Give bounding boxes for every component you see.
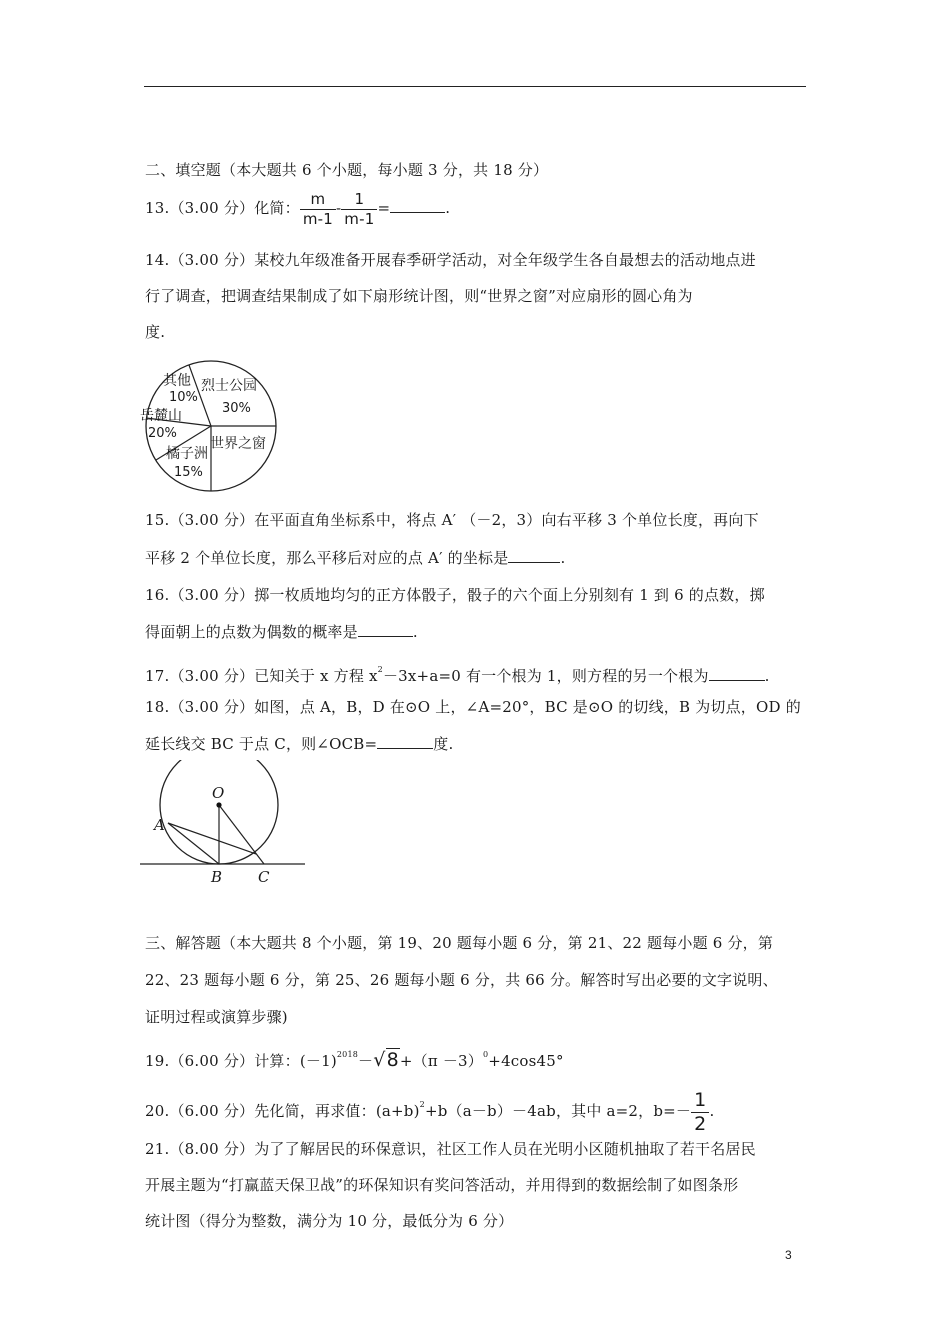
q19-middle: +（π －3） (399, 1052, 483, 1070)
q15-line-1: 15.（3.00 分）在平面直角坐标系中，将点 A′ （－2，3）向右平移 3 个单位长度，再向下 (145, 511, 759, 529)
section-3-line-2: 22、23 题每小题 6 分，第 25、26 题每小题 6 分，共 66 分。解答时写出必要的文字说明、 (145, 971, 778, 989)
question-19 (145, 1040, 564, 1070)
q16-line-2 (145, 622, 418, 642)
q20-rest: +b（a－b）－4ab，其中 a=2，b=－ (424, 1102, 692, 1120)
label-c: C (258, 868, 270, 886)
q19-exponent-0: 0 (483, 1050, 489, 1059)
q14-line-1: 14.（3.00 分）某校九年级准备开展春季研学活动，对全年级学生各自最想去的活动地点进 (145, 251, 756, 269)
q20-frac-numerator: 1 (691, 1091, 709, 1113)
q19-minus: － (358, 1052, 374, 1070)
q17-exponent: 2 (377, 665, 383, 674)
question-20 (145, 1080, 715, 1135)
label-o: O (212, 784, 225, 802)
q21-line-2: 开展主题为“打赢蓝天保卫战”的环保知识有奖问答活动，并用得到的数据绘制了如图条形 (145, 1176, 739, 1194)
q13-fraction-2 (341, 189, 377, 228)
q17-prefix: 17.（3.00 分）已知关于 x 方程 x (145, 667, 378, 685)
q21-line-3: 统计图（得分为整数，满分为 10 分，最低分为 6 分） (145, 1212, 514, 1230)
circle-tangent-figure (140, 760, 310, 890)
q13-prefix: 13.（3.00 分）化简： (145, 199, 300, 217)
q18-line-2-text: 延长线交 BC 于点 C，则∠OCB= (145, 735, 378, 753)
q17-answer-blank (709, 666, 765, 681)
label-b: B (211, 868, 223, 886)
q20-exponent: 2 (419, 1100, 425, 1109)
q20-fraction (691, 1088, 709, 1135)
q14-line-2: 行了调查，把调查结果制成了如下扇形统计图，则“世界之窗”对应扇形的圆心角为 (145, 287, 693, 305)
q13-end: . (445, 199, 451, 217)
question-17 (145, 660, 770, 686)
q18-line-2 (145, 734, 453, 754)
q17-end: . (764, 667, 770, 685)
q19-prefix: 19.（6.00 分）计算：(－1) (145, 1052, 337, 1070)
q13-frac2-numerator: 1 (341, 192, 377, 210)
q18-end: 度. (433, 735, 454, 753)
q14-line-3: 度. (145, 323, 166, 341)
q15-line-2 (145, 548, 565, 568)
header-rule (144, 86, 806, 87)
q20-end: . (709, 1102, 715, 1120)
line-odc (219, 805, 264, 864)
section-3-line-3: 证明过程或演算步骤) (145, 1008, 288, 1026)
question-13 (145, 188, 450, 228)
q13-answer-blank (390, 198, 445, 213)
q13-equals: = (377, 199, 391, 217)
section-3-line-1: 三、解答题（本大题共 8 个小题，第 19、20 题每小题 6 分，第 21、22 题每小题 6 分，第 (145, 934, 774, 952)
q19-sqrt: √8 (373, 1049, 399, 1071)
q13-operator: - (336, 199, 342, 217)
pie-value-martyrs-park: 30% (222, 401, 251, 416)
page-number: 3 (785, 1248, 792, 1262)
q16-answer-blank (358, 622, 413, 637)
q18-answer-blank (377, 734, 433, 749)
q15-end: . (560, 549, 566, 567)
pie-label-other: 其他 (163, 373, 191, 389)
q13-frac1-numerator: m (300, 192, 336, 210)
q16-line-1: 16.（3.00 分）掷一枚质地均匀的正方体骰子，骰子的六个面上分别刻有 1 到 6 的点数，掷 (145, 586, 765, 604)
chord-ad (168, 823, 256, 854)
q21-line-1: 21.（8.00 分）为了了解居民的环保意识，社区工作人员在光明小区随机抽取了若干名居民 (145, 1140, 756, 1158)
q19-exponent-2018: 2018 (336, 1050, 359, 1059)
label-a: A (154, 816, 165, 834)
q13-frac1-denominator: m-1 (302, 209, 333, 228)
q19-end: +4cos45° (488, 1052, 564, 1070)
q13-fraction-1 (300, 189, 336, 228)
pie-value-juzi: 15% (174, 465, 203, 480)
q20-frac-denominator: 2 (694, 1112, 707, 1135)
q19-radicand: 8 (386, 1049, 399, 1071)
q18-line-1: 18.（3.00 分）如图，点 A，B，D 在⊙O 上，∠A=20°，BC 是⊙O 的切线，B 为切点，OD 的 (145, 698, 801, 716)
pie-value-other: 10% (169, 390, 198, 405)
pie-chart-figure (138, 358, 288, 498)
center-point-o (216, 802, 221, 807)
q16-line-2-text: 得面朝上的点数为偶数的概率是 (145, 623, 358, 641)
q15-answer-blank (508, 548, 560, 563)
q16-end: . (412, 623, 418, 641)
pie-value-yuelu: 20% (148, 426, 177, 441)
pie-label-window-of-world: 世界之窗 (210, 436, 266, 452)
pie-label-juzi: 橘子洲 (166, 446, 208, 462)
q13-frac2-denominator: m-1 (344, 209, 375, 228)
q20-prefix: 20.（6.00 分）先化简，再求值：(a+b) (145, 1102, 420, 1120)
q17-rest: －3x+a=0 有一个根为 1，则方程的另一个根为 (382, 667, 709, 685)
section-2-heading: 二、填空题（本大题共 6 个小题，每小题 3 分，共 18 分） (145, 161, 549, 179)
pie-label-martyrs-park: 烈士公园 (201, 378, 257, 394)
q15-line-2-text: 平移 2 个单位长度，那么平移后对应的点 A′ 的坐标是 (145, 549, 509, 567)
pie-label-yuelu: 岳麓山 (140, 408, 182, 424)
